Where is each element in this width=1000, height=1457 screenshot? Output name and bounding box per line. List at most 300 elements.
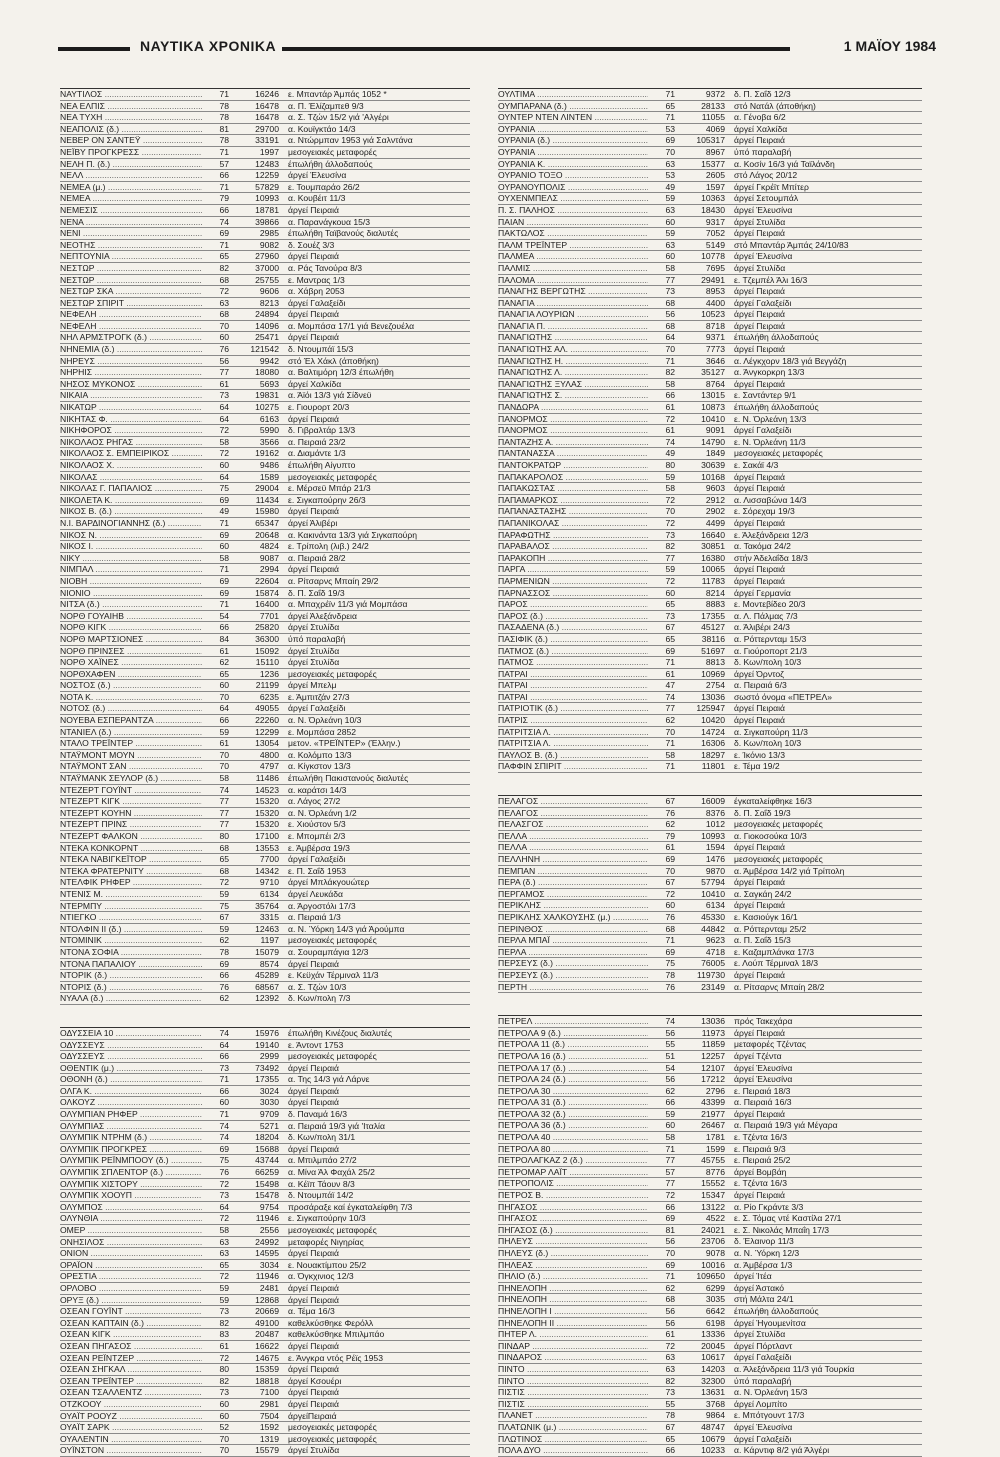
vessel-name: ΠΕΛΛΑ ..... bbox=[498, 842, 648, 853]
vessel-row bbox=[60, 414, 470, 426]
vessel-row bbox=[60, 275, 470, 287]
build-year: 66 bbox=[665, 1445, 675, 1456]
vessel-status: άργεί Πειραιά bbox=[734, 135, 785, 146]
vessel-row bbox=[60, 205, 470, 217]
vessel-row bbox=[60, 1040, 470, 1052]
vessel-row bbox=[498, 1225, 922, 1237]
vessel-status: σωστό όνομα «ΠΕΤΡΕΛ» bbox=[734, 691, 832, 702]
vessel-row bbox=[60, 1202, 470, 1214]
vessel-row bbox=[498, 646, 922, 658]
vessel-status: α. Ρόττερνταμ 15/3 bbox=[734, 633, 807, 644]
vessel-name: ΠΑΝΑΓΙΩΤΗΣ Σ. ..... bbox=[498, 390, 648, 401]
vessel-name: ΠΑΤΡΙΟΤΙΚ (δ.) ..... bbox=[498, 703, 648, 714]
vessel-name: ΝΕΣΤΩΡ ΣΠΙΡΙΤ ..... bbox=[60, 298, 202, 309]
vessel-row bbox=[498, 541, 922, 553]
vessel-status: ε. Πειραιά 25/2 bbox=[734, 1155, 791, 1166]
build-year: 76 bbox=[219, 344, 229, 355]
vessel-name: ΠΗΓΑΣΟΣ ..... bbox=[498, 1213, 648, 1224]
tonnage: 15874 bbox=[255, 587, 279, 598]
publication-title: ΝΑΥΤΙΚΑ ΧΡΟΝΙΚΑ bbox=[140, 38, 277, 54]
vessel-status: άργεί Πειραιά bbox=[734, 842, 785, 853]
build-year: 73 bbox=[219, 1387, 229, 1398]
vessel-status: άργεί Πειραιά bbox=[288, 1364, 339, 1375]
vessel-row bbox=[498, 564, 922, 576]
vessel-status: άργεί Πειραιά bbox=[734, 703, 785, 714]
vessel-row bbox=[498, 1178, 922, 1190]
vessel-status: άργεί Έλευσίνα bbox=[288, 170, 347, 181]
vessel-name: Π. Σ. ΠΑΛΗΟΣ ..... bbox=[498, 205, 648, 216]
build-year: 71 bbox=[665, 738, 675, 749]
vessel-row bbox=[498, 1248, 922, 1260]
tonnage: 8953 bbox=[705, 286, 725, 297]
tonnage: 1997 bbox=[259, 146, 279, 157]
vessel-row bbox=[498, 982, 922, 994]
vessel-row bbox=[60, 437, 470, 449]
vessel-row bbox=[60, 680, 470, 692]
vessel-name: ΠΑΝΟΡΜΟΣ ..... bbox=[498, 414, 648, 425]
vessel-row bbox=[60, 321, 470, 333]
build-year: 65 bbox=[219, 251, 229, 262]
vessel-status: α. Κακινάντα 13/3 γιά Σιγκαπούρη bbox=[288, 529, 418, 540]
build-year: 62 bbox=[665, 1282, 675, 1293]
build-year: 61 bbox=[665, 842, 675, 853]
build-year: 72 bbox=[219, 1271, 229, 1282]
build-year: 74 bbox=[665, 1016, 675, 1027]
vessel-name: ΝΤΟΜΙΝΙΚ ..... bbox=[60, 935, 202, 946]
build-year: 65 bbox=[219, 668, 229, 679]
build-year: 69 bbox=[665, 854, 675, 864]
tonnage: 2985 bbox=[259, 228, 279, 239]
tonnage: 57794 bbox=[701, 877, 725, 888]
build-year: 72 bbox=[665, 575, 675, 586]
vessel-name: ΠΑΝΤΑΝΑΣΣΑ ..... bbox=[498, 448, 648, 459]
vessel-status: άργεί Μπελμ bbox=[288, 680, 337, 691]
build-year: 68 bbox=[665, 1294, 675, 1305]
vessel-name: ΝΤΟΛΦΙΝ ΙΙ (δ.) ..... bbox=[60, 924, 202, 935]
vessel-status: δ. Κων/πολη 10/3 bbox=[734, 657, 802, 668]
vessel-name: ΝΕΣΤΩΡ ..... bbox=[60, 275, 202, 286]
vessel-status: α. Κέϊπ Τάουν 8/3 bbox=[288, 1178, 355, 1189]
vessel-row bbox=[60, 124, 470, 136]
vessel-name: ΠΑΝΑΓΙΩΤΗΣ ΑΛ. ..... bbox=[498, 344, 648, 355]
tonnage: 2994 bbox=[259, 564, 279, 575]
build-year: 75 bbox=[665, 958, 675, 969]
build-year: 59 bbox=[665, 193, 675, 204]
tonnage: 49100 bbox=[255, 1317, 279, 1328]
tonnage: 43399 bbox=[701, 1097, 725, 1108]
build-year: 72 bbox=[219, 1352, 229, 1363]
vessel-name: ΝΤΕΖΕΡΤ ΓΟΥΪΝΤ ..... bbox=[60, 785, 202, 796]
tonnage: 15377 bbox=[701, 158, 725, 169]
vessel-status: άργεί Στυλίδα bbox=[734, 1329, 786, 1340]
tonnage: 32300 bbox=[701, 1375, 725, 1386]
vessel-row bbox=[60, 843, 470, 855]
vessel-row bbox=[60, 217, 470, 229]
vessel-status: α. Σαγκάη 24/2 bbox=[734, 888, 792, 899]
tonnage: 7773 bbox=[705, 344, 725, 355]
vessel-status: άργεί Σετουμπάλ bbox=[734, 193, 799, 204]
tonnage: 4718 bbox=[705, 946, 725, 957]
build-year: 69 bbox=[665, 946, 675, 957]
vessel-status: άργεί Πειραιά bbox=[288, 1387, 339, 1398]
tonnage: 4400 bbox=[705, 297, 725, 308]
build-year: 54 bbox=[219, 610, 229, 621]
vessel-status: άργεί Πειραιά bbox=[734, 900, 785, 911]
header-rule-left bbox=[58, 47, 130, 51]
vessel-status: μεταφορές Τζέντας bbox=[734, 1039, 807, 1050]
tonnage: 18204 bbox=[255, 1132, 279, 1143]
vessel-row bbox=[498, 669, 922, 681]
vessel-name: ΠΕΤΡΟΜΑΡ ΛΑΪΤ ..... bbox=[498, 1167, 648, 1178]
vessel-name: ΠΙΝΤΟ ..... bbox=[498, 1364, 648, 1375]
vessel-name: ΝΕΑΠΟΛΙΣ (δ.) ..... bbox=[60, 124, 202, 135]
vessel-row bbox=[498, 414, 922, 426]
tonnage: 10679 bbox=[701, 1433, 725, 1444]
tonnage: 9078 bbox=[705, 1248, 725, 1258]
vessel-name: ΝΙΜΠΑΛ ..... bbox=[60, 564, 202, 575]
vessel-list-section bbox=[498, 795, 922, 993]
tonnage: 14342 bbox=[255, 865, 279, 876]
vessel-name: ΠΕΤΡΟΛΑ 36 (δ.) ..... bbox=[498, 1120, 648, 1131]
vessel-row bbox=[498, 750, 922, 762]
build-year: 61 bbox=[665, 402, 675, 413]
vessel-name: ΝΙΚΟΛΑΣ Γ. ΠΑΠΑΛΙΟΣ ..... bbox=[60, 483, 202, 494]
build-year: 69 bbox=[219, 529, 229, 540]
vessel-name: ΟΡΛΟΒΟ ..... bbox=[60, 1283, 202, 1294]
vessel-row bbox=[60, 89, 470, 101]
tonnage: 121542 bbox=[250, 344, 279, 355]
build-year: 63 bbox=[665, 158, 675, 169]
vessel-name: ΝΤΑΝΙΕΛ (δ.) ..... bbox=[60, 727, 202, 738]
build-year: 76 bbox=[219, 1167, 229, 1178]
vessel-row bbox=[60, 935, 470, 947]
vessel-name: ΝΤΕΚΑ ΚΟΝΚΟΡΝΤ ..... bbox=[60, 843, 202, 854]
vessel-name: ΠΑΝΑΓΙΩΤΗΣ Η. ..... bbox=[498, 356, 648, 367]
tonnage: 17100 bbox=[255, 831, 279, 841]
build-year: 63 bbox=[665, 204, 675, 215]
tonnage: 9371 bbox=[705, 332, 725, 343]
issue-date: 1 ΜΑΪΟΥ 1984 bbox=[843, 38, 936, 54]
vessel-name: ΠΙΝΔΑΡ ..... bbox=[498, 1341, 648, 1352]
vessel-name: ΟΥΛΤΙΜΑ ..... bbox=[498, 89, 648, 100]
vessel-status: μεσογειακές μεταφορές bbox=[288, 1433, 377, 1444]
build-year: 74 bbox=[219, 784, 229, 795]
vessel-name: ΟΣΕΑΝ ΣΗΓΚΑΛ ..... bbox=[60, 1364, 202, 1375]
vessel-status: άργεί Πειραιά bbox=[288, 1398, 339, 1409]
build-year: 74 bbox=[219, 1132, 229, 1143]
build-year: 82 bbox=[219, 1375, 229, 1386]
vessel-row bbox=[60, 541, 470, 553]
vessel-status: α. Λέγκχορν 18/3 γιά Βεγγάζη bbox=[734, 355, 847, 366]
vessel-status: α. Ν. Όρλεάνη 10/3 bbox=[288, 715, 362, 726]
tonnage: 18818 bbox=[255, 1375, 279, 1386]
build-year: 70 bbox=[665, 344, 675, 355]
build-year: 80 bbox=[219, 831, 229, 841]
vessel-name: ΠΑΚΤΩΛΟΣ ..... bbox=[498, 228, 648, 239]
vessel-status: καθελκύσθηκε Μπιλμπάο bbox=[288, 1329, 385, 1340]
vessel-row bbox=[498, 356, 922, 368]
tonnage: 10363 bbox=[701, 193, 725, 204]
vessel-row bbox=[498, 425, 922, 437]
vessel-name: ΝΗΡΕΥΣ ..... bbox=[60, 356, 202, 367]
build-year: 76 bbox=[219, 981, 229, 992]
vessel-name: ΠΙΝΤΟ ..... bbox=[498, 1376, 648, 1387]
build-year: 67 bbox=[665, 796, 675, 807]
vessel-name: ΟΡΥΞ (δ.) ..... bbox=[60, 1295, 202, 1306]
vessel-name: ΠΕΤΡΟΛΑ 32 (δ.) ..... bbox=[498, 1109, 648, 1120]
vessel-name: ΠΕΡΓΑΜΟΣ ..... bbox=[498, 889, 648, 900]
vessel-row bbox=[498, 1387, 922, 1399]
vessel-name: ΝΤΕΖΕΡΤ ΚΙΓΚ ..... bbox=[60, 796, 202, 807]
vessel-name: ΟΥΡΑΝΙΑ ..... bbox=[498, 124, 648, 135]
vessel-row bbox=[498, 530, 922, 542]
vessel-row bbox=[60, 1353, 470, 1365]
vessel-row bbox=[498, 611, 922, 623]
tonnage: 19162 bbox=[255, 448, 279, 459]
build-year: 74 bbox=[219, 216, 229, 227]
vessel-row bbox=[498, 727, 922, 739]
vessel-name: ΠΛΩΤΙΝΟΣ ..... bbox=[498, 1434, 648, 1445]
build-year: 62 bbox=[665, 1085, 675, 1096]
vessel-row bbox=[60, 193, 470, 205]
vessel-status: άργεί Πειραιά bbox=[734, 969, 785, 980]
vessel-name: ΠΑΤΜΟΣ ..... bbox=[498, 657, 648, 668]
vessel-status: μεσογειακές μεταφορές bbox=[288, 668, 377, 679]
vessel-row bbox=[60, 1179, 470, 1191]
build-year: 53 bbox=[665, 170, 675, 181]
vessel-status: ε. Πειραιά 18/3 bbox=[734, 1085, 791, 1096]
tonnage: 17355 bbox=[701, 610, 725, 621]
tonnage: 19140 bbox=[255, 1039, 279, 1050]
tonnage: 17355 bbox=[255, 1074, 279, 1085]
tonnage: 1594 bbox=[705, 842, 725, 853]
build-year: 71 bbox=[665, 657, 675, 668]
vessel-row bbox=[498, 889, 922, 901]
build-year: 52 bbox=[219, 1422, 229, 1433]
vessel-row bbox=[60, 518, 470, 530]
vessel-name: ΠΗΝΕΛΟΠΗ ..... bbox=[498, 1283, 648, 1294]
vessel-row bbox=[498, 622, 922, 634]
build-year: 56 bbox=[665, 309, 675, 320]
tonnage: 9754 bbox=[259, 1201, 279, 1212]
vessel-row bbox=[498, 1132, 922, 1144]
vessel-status: άργεί Στυλίδα bbox=[288, 657, 340, 668]
vessel-row bbox=[498, 124, 922, 136]
build-year: 80 bbox=[219, 1364, 229, 1375]
vessel-name: ΠΙΣΤΙΣ ..... bbox=[498, 1399, 648, 1410]
tonnage: 7700 bbox=[259, 854, 279, 865]
tonnage: 57829 bbox=[255, 181, 279, 192]
build-year: 81 bbox=[219, 123, 229, 134]
vessel-name: ΠΑΝΤΟΚΡΑΤΩΡ ..... bbox=[498, 460, 648, 471]
vessel-row bbox=[498, 924, 922, 936]
tonnage: 73492 bbox=[255, 1062, 279, 1073]
tonnage: 24021 bbox=[701, 1224, 725, 1235]
build-year: 61 bbox=[665, 1329, 675, 1340]
build-year: 62 bbox=[219, 657, 229, 668]
build-year: 60 bbox=[665, 251, 675, 262]
vessel-row bbox=[498, 1155, 922, 1167]
build-year: 56 bbox=[665, 1074, 675, 1085]
tonnage: 7052 bbox=[705, 228, 725, 239]
vessel-status: ε. Ίκόνιο 13/3 bbox=[734, 749, 785, 760]
vessel-row bbox=[498, 332, 922, 344]
tonnage: 8883 bbox=[705, 599, 725, 610]
vessel-status: α. Βαλτιμόρη 12/3 έπωλήθη bbox=[288, 367, 394, 378]
vessel-status: άργεί Πειραιά bbox=[288, 309, 339, 320]
vessel-row bbox=[60, 147, 470, 159]
vessel-status: α. Μπιλμπάο 27/2 bbox=[288, 1155, 357, 1166]
vessel-row bbox=[60, 646, 470, 658]
vessel-name: ΝΟΤΑ Κ. ..... bbox=[60, 692, 202, 703]
vessel-status: άργεί Λευκάδα bbox=[288, 888, 343, 899]
tonnage: 22604 bbox=[255, 575, 279, 586]
vessel-name: ΝΥΑΛΑ (δ.) ..... bbox=[60, 993, 202, 1004]
vessel-name: ΠΑΝΑΓΙΩΤΗΣ Λ. ..... bbox=[498, 367, 648, 378]
tonnage: 15478 bbox=[255, 1190, 279, 1201]
build-year: 58 bbox=[665, 483, 675, 494]
build-year: 69 bbox=[665, 1259, 675, 1270]
vessel-name: ΠΗΛΕΑΣ ..... bbox=[498, 1260, 648, 1271]
build-year: 69 bbox=[219, 958, 229, 969]
vessel-row bbox=[498, 518, 922, 530]
tonnage: 2999 bbox=[259, 1051, 279, 1062]
vessel-name: ΝΤΑΫΜΟΝΤ ΣΑΝ ..... bbox=[60, 761, 202, 772]
vessel-status: α. Πειραιά 19/3 γιά 'Ιταλία bbox=[288, 1120, 385, 1131]
tonnage: 14203 bbox=[701, 1363, 725, 1374]
vessel-row bbox=[60, 263, 470, 275]
build-year: 76 bbox=[665, 807, 675, 818]
vessel-status: άργεί Άλεξάνδρεια bbox=[288, 610, 357, 621]
tonnage: 20487 bbox=[255, 1329, 279, 1340]
build-year: 63 bbox=[665, 1352, 675, 1363]
tonnage: 4499 bbox=[705, 517, 725, 528]
vessel-status: έπωλήθη άλλοδαπούς bbox=[734, 1305, 819, 1316]
build-year: 66 bbox=[219, 1051, 229, 1062]
vessel-row bbox=[60, 1132, 470, 1144]
vessel-status: α. Γιοκοσούκα 10/3 bbox=[734, 830, 807, 841]
vessel-name: ΟΛΥΜΠΙΚ ΝΤΡΗΜ (δ.) ..... bbox=[60, 1132, 202, 1143]
build-year: 72 bbox=[219, 286, 229, 297]
vessel-row bbox=[498, 1399, 922, 1411]
vessel-row bbox=[498, 251, 922, 263]
vessel-row bbox=[60, 309, 470, 321]
tonnage: 10168 bbox=[701, 471, 725, 482]
vessel-name: ΝΙΚΟΛΑΟΣ ΡΗΓΑΣ ..... bbox=[60, 437, 202, 448]
vessel-row bbox=[60, 808, 470, 820]
vessel-row bbox=[60, 564, 470, 576]
build-year: 62 bbox=[665, 715, 675, 726]
vessel-row bbox=[60, 483, 470, 495]
build-year: 64 bbox=[219, 1039, 229, 1050]
vessel-name: ΠΑΥΛΟΣ Β. (δ.) ..... bbox=[498, 750, 648, 761]
vessel-row bbox=[498, 819, 922, 831]
vessel-status: άργεί Έλευσίνα bbox=[734, 1074, 793, 1085]
build-year: 72 bbox=[665, 494, 675, 505]
build-year: 66 bbox=[219, 170, 229, 181]
vessel-name: ΟΣΕΑΝ ΤΣΑΛΛΕΝΤΖ ..... bbox=[60, 1387, 202, 1398]
vessel-name: ΟΡΑΪΟΝ ..... bbox=[60, 1260, 202, 1271]
build-year: 74 bbox=[219, 1120, 229, 1131]
build-year: 60 bbox=[219, 1097, 229, 1108]
tonnage: 3024 bbox=[259, 1085, 279, 1096]
vessel-status: άργείΠειραιά bbox=[288, 1410, 337, 1421]
right-column bbox=[498, 88, 922, 1457]
tonnage: 1197 bbox=[260, 935, 279, 946]
build-year: 68 bbox=[665, 320, 675, 331]
tonnage: 24894 bbox=[255, 309, 279, 320]
build-year: 69 bbox=[665, 645, 675, 656]
vessel-status: ε. Άνγκρα ντός Ρέϊς 1953 bbox=[288, 1352, 383, 1363]
tonnage: 7695 bbox=[705, 262, 725, 273]
vessel-name: ΟΣΕΑΝ ΤΡΕΪΝΤΕΡ ..... bbox=[60, 1376, 202, 1387]
vessel-status: πρός Τακεχάρα bbox=[734, 1016, 793, 1027]
tonnage: 6134 bbox=[705, 900, 725, 911]
build-year: 82 bbox=[665, 541, 675, 552]
vessel-row bbox=[60, 1329, 470, 1341]
vessel-row bbox=[60, 1387, 470, 1399]
vessel-name: ΠΗΛΕΥΣ (δ.) ..... bbox=[498, 1248, 648, 1259]
tonnage: 6642 bbox=[705, 1305, 725, 1316]
tonnage: 2605 bbox=[705, 170, 725, 181]
build-year: 56 bbox=[665, 1027, 675, 1038]
vessel-name: ΟΤΖΚΟΟΥ ..... bbox=[60, 1399, 202, 1410]
tonnage: 35764 bbox=[255, 900, 279, 911]
vessel-status: ε. Λούπ Τέρμιναλ 18/3 bbox=[734, 958, 819, 969]
tonnage: 18297 bbox=[701, 749, 725, 760]
vessel-status: στή Μάλτα 24/1 bbox=[734, 1294, 794, 1305]
vessel-status: α. Ράς Τανούρα 8/3 bbox=[288, 262, 363, 273]
vessel-status: ε. Σ. Τόμας ντέ Καστίλα 27/1 bbox=[734, 1213, 842, 1224]
vessel-name: ΠΑΛΜΙΣ ..... bbox=[498, 263, 648, 274]
vessel-row bbox=[498, 1028, 922, 1040]
vessel-status: άργεί Γαλαξείδι bbox=[734, 297, 792, 308]
vessel-row bbox=[498, 831, 922, 843]
vessel-status: άργεί Ίτέα bbox=[734, 1271, 772, 1282]
tonnage: 10969 bbox=[701, 668, 725, 679]
vessel-row bbox=[498, 1445, 922, 1457]
vessel-status: άργεί Πειραιά bbox=[288, 1282, 339, 1293]
vessel-name: ΠΗΛΙΟ (δ.) ..... bbox=[498, 1271, 648, 1282]
vessel-row bbox=[498, 854, 922, 866]
build-year: 73 bbox=[219, 390, 229, 401]
vessel-row bbox=[60, 1364, 470, 1376]
build-year: 70 bbox=[665, 146, 675, 157]
tonnage: 10016 bbox=[701, 1259, 725, 1270]
build-year: 60 bbox=[219, 541, 229, 552]
build-year: 66 bbox=[665, 1201, 675, 1212]
build-year: 59 bbox=[665, 1108, 675, 1119]
tonnage: 20648 bbox=[255, 529, 279, 540]
vessel-name: ΠΕΤΡΟΛΑ 80 ..... bbox=[498, 1144, 648, 1155]
vessel-status: μεσογειακές μεταφορές bbox=[288, 1051, 377, 1062]
tonnage: 13036 bbox=[701, 1016, 725, 1027]
vessel-row bbox=[498, 1109, 922, 1121]
tonnage: 13054 bbox=[255, 738, 279, 749]
tonnage: 25820 bbox=[255, 622, 279, 633]
build-year: 67 bbox=[665, 622, 675, 633]
vessel-status: άργεί Έλευσίνα bbox=[734, 1421, 793, 1432]
build-year: 49 bbox=[665, 181, 675, 192]
vessel-status: μεσογειακές μεταφορές bbox=[288, 146, 377, 157]
vessel-name: ΟΝΙΟΝ ..... bbox=[60, 1248, 202, 1259]
tonnage: 25471 bbox=[255, 332, 279, 343]
build-year: 78 bbox=[665, 1410, 675, 1421]
vessel-row bbox=[498, 263, 922, 275]
vessel-status: ε. Σακάϊ 4/3 bbox=[734, 460, 779, 470]
vessel-name: ΝΙΤΣΑ (δ.) ..... bbox=[60, 599, 202, 610]
vessel-status: ε. Ν. Όρλεάνη 13/3 bbox=[734, 413, 807, 424]
